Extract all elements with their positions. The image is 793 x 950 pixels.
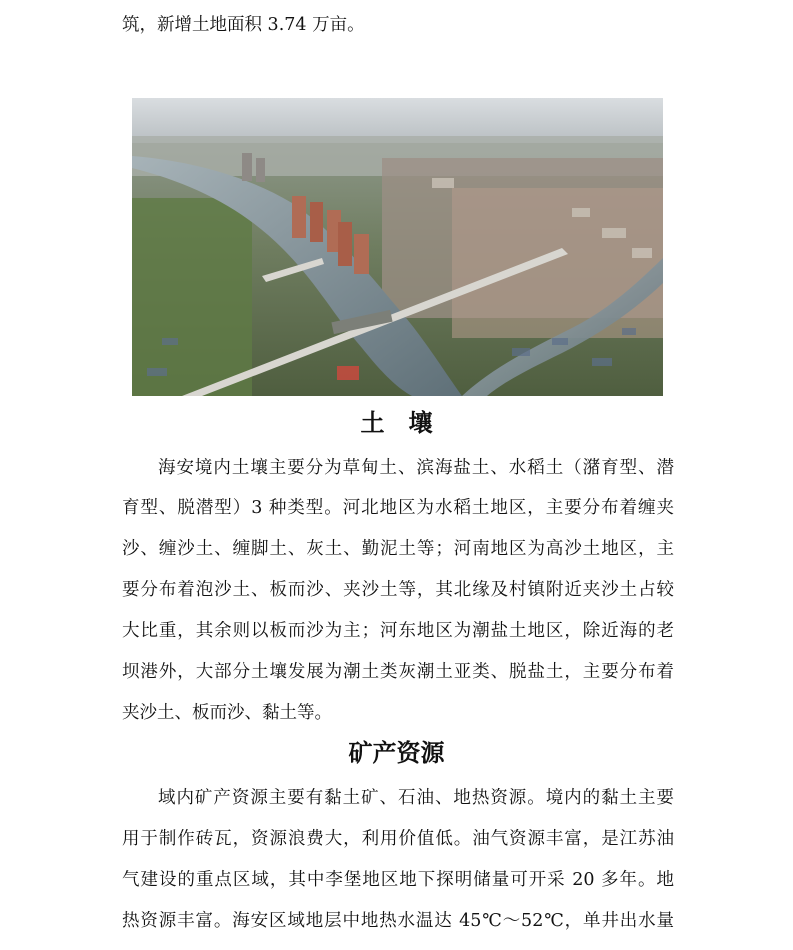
minerals-paragraph-line: 热资源丰富。海安区域地层中地热水温达 45℃～52℃，单井出水量 [122,911,674,931]
soil-paragraph-line: 沙、缠沙土、缠脚土、灰土、勤泥土等；河南地区为高沙土地区，主 [122,539,674,559]
soil-paragraph-line: 要分布着泡沙土、板而沙、夹沙土等，其北缘及村镇附近夹沙土占较 [122,580,674,600]
aerial-city-photo-icon [132,98,663,396]
minerals-paragraph-line: 气建设的重点区域，其中李堡地区地下探明储量可开采 20 多年。地 [122,870,674,890]
soil-paragraph-line: 坝港外，大部分土壤发展为潮土类灰潮土亚类、脱盐土，主要分布着 [122,662,674,682]
soil-paragraph-line: 夹沙土、板而沙、黏土等。 [122,703,332,723]
section-heading-minerals: 矿产资源 [348,738,445,767]
aerial-city-photo [132,98,663,396]
minerals-paragraph-line: 用于制作砖瓦，资源浪费大，利用价值低。油气资源丰富，是江苏油 [122,829,674,849]
soil-paragraph-line: 海安境内土壤主要分为草甸土、滨海盐土、水稻土（潴育型、潜 [158,458,674,478]
soil-paragraph-line: 大比重，其余则以板而沙为主；河东地区为潮盐土地区，除近海的老 [122,621,674,641]
top-fragment-line: 筑，新增土地面积 3.74 万亩。 [122,15,365,35]
soil-paragraph-line: 育型、脱潜型）3 种类型。河北地区为水稻土地区，主要分布着缠夹 [122,498,674,518]
section-heading-soil: 土 壤 [360,408,433,437]
minerals-paragraph-line: 域内矿产资源主要有黏土矿、石油、地热资源。境内的黏土主要 [158,788,674,808]
